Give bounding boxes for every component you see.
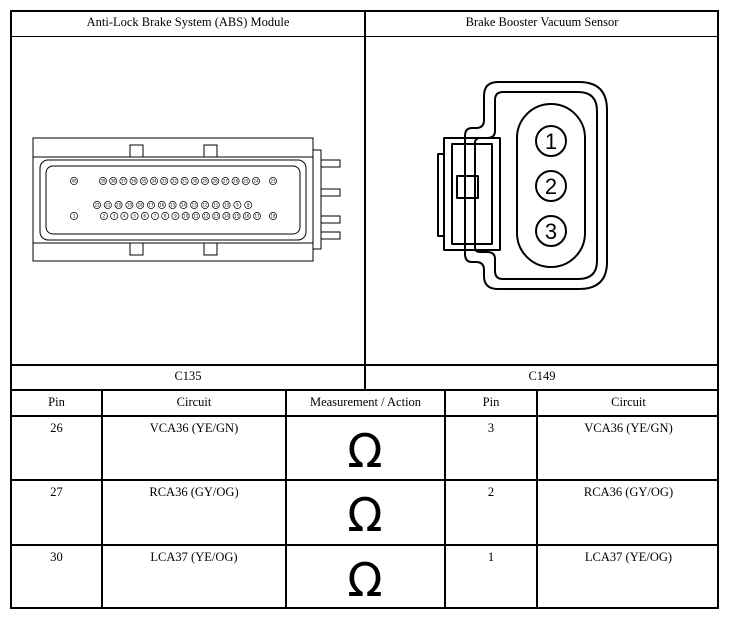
abs-pin-bot-1-label: 2 xyxy=(102,213,106,219)
abs-pin-top-10-label: 30 xyxy=(192,178,198,184)
abs-pin-top-6-label: 34 xyxy=(151,178,157,184)
table-row-3-circuit-2: LCA37 (YE/OG) xyxy=(584,550,673,564)
abs-pin-top-5-label: 35 xyxy=(141,178,147,184)
abs-pin-bot-9-label: 10 xyxy=(183,213,189,219)
vacuum-sensor-title: Brake Booster Vacuum Sensor xyxy=(465,15,619,29)
col-header-circuit: Circuit xyxy=(176,395,212,409)
abs-pin-bot-14-label: 15 xyxy=(234,213,240,219)
abs-pin-top-15-label: 25 xyxy=(243,178,249,184)
col-header-pin: Pin xyxy=(48,395,65,409)
abs-pin-bot-6-label: 7 xyxy=(153,213,157,219)
sensor-pin-group xyxy=(536,126,566,246)
table-row-1-circuit: VCA36 (YE/GN) xyxy=(149,421,239,435)
abs-pin-top-1-label: 39 xyxy=(100,178,106,184)
abs-pin-mid-14-label: 8 xyxy=(246,202,250,208)
abs-pin-bot-4-label: 5 xyxy=(133,213,136,219)
table-row-3-pin-2: 1 xyxy=(487,550,495,564)
abs-pin-top-8-label: 32 xyxy=(171,178,177,184)
col-header-measurement: Measurement / Action xyxy=(309,395,422,409)
ohm-icon: Ω xyxy=(347,553,383,607)
abs-pin-top-17-label: 23 xyxy=(270,178,276,184)
ohm-icon: Ω xyxy=(347,424,383,478)
sensor-pin-3-label: 3 xyxy=(544,219,558,244)
abs-pin-mid-8-label: 14 xyxy=(180,202,186,208)
abs-pin-bot-17-label: 18 xyxy=(270,213,276,219)
table-row-3-pin: 30 xyxy=(50,550,63,564)
abs-pin-top-2-label: 38 xyxy=(110,178,116,184)
sensor-pin-2-label: 2 xyxy=(544,174,558,199)
table-row-2-pin-2: 2 xyxy=(487,485,495,499)
abs-pin-mid-2-label: 20 xyxy=(116,202,122,208)
abs-pin-mid-12-label: 10 xyxy=(224,202,230,208)
abs-pin-top-4-label: 36 xyxy=(131,178,137,184)
abs-pin-mid-11-label: 11 xyxy=(213,202,219,208)
sensor-connector-id: C149 xyxy=(528,369,556,383)
abs-pin-top-12-label: 28 xyxy=(212,178,218,184)
abs-pin-top-16-label: 24 xyxy=(253,178,259,184)
abs-pin-bot-12-label: 13 xyxy=(213,213,219,219)
col-header-circuit-2: Circuit xyxy=(611,395,646,409)
abs-pin-mid-7-label: 15 xyxy=(170,202,176,208)
abs-pin-top-7-label: 33 xyxy=(161,178,167,184)
abs-pin-mid-13-label: 9 xyxy=(236,202,239,208)
abs-pin-bot-8-label: 9 xyxy=(174,213,177,219)
table-row-1-pin: 26 xyxy=(50,421,63,435)
abs-pin-bot-7-label: 8 xyxy=(163,213,167,219)
abs-pin-top-14-label: 26 xyxy=(233,178,239,184)
abs-pin-mid-3-label: 19 xyxy=(126,202,132,208)
abs-pin-mid-5-label: 17 xyxy=(148,202,154,208)
abs-pin-top-0-label: 40 xyxy=(71,178,77,184)
table-row-3-circuit: LCA37 (YE/OG) xyxy=(150,550,238,564)
abs-pin-top-3-label: 37 xyxy=(120,178,126,184)
abs-pin-bot-15-label: 16 xyxy=(244,213,250,219)
col-header-pin-2: Pin xyxy=(482,395,500,409)
abs-module-title: Anti-Lock Brake System (ABS) Module xyxy=(86,15,290,29)
abs-pin-bot-5-label: 6 xyxy=(143,213,147,219)
table-row-2-circuit-2: RCA36 (GY/OG) xyxy=(583,485,674,499)
ohm-icon: Ω xyxy=(347,488,383,542)
abs-pin-bot-2-label: 3 xyxy=(112,213,116,219)
sensor-pin-1-label: 1 xyxy=(544,129,558,154)
abs-pin-bot-11-label: 12 xyxy=(203,213,209,219)
abs-pin-bot-13-label: 14 xyxy=(223,213,229,219)
table-row-1-circuit-2: VCA36 (YE/GN) xyxy=(584,421,673,435)
abs-pin-mid-6-label: 16 xyxy=(159,202,165,208)
abs-pin-bot-0-label: 1 xyxy=(72,213,76,219)
abs-connector-id: C135 xyxy=(174,369,202,383)
abs-pin-mid-1-label: 21 xyxy=(105,202,111,208)
abs-pin-mid-0-label: 22 xyxy=(94,202,100,208)
abs-pin-mid-4-label: 18 xyxy=(137,202,143,208)
abs-pin-mid-10-label: 12 xyxy=(202,202,208,208)
abs-pin-bot-3-label: 4 xyxy=(123,213,126,219)
table-row-2-pin: 27 xyxy=(50,485,63,499)
table-row-1-pin-2: 3 xyxy=(487,421,495,435)
abs-pin-top-13-label: 27 xyxy=(222,178,228,184)
abs-pin-bot-16-label: 17 xyxy=(254,213,260,219)
abs-pin-bot-10-label: 11 xyxy=(193,213,199,219)
abs-pin-top-9-label: 31 xyxy=(182,178,188,184)
abs-pin-mid-9-label: 13 xyxy=(191,202,197,208)
table-row-2-circuit: RCA36 (GY/OG) xyxy=(149,485,239,499)
abs-pin-top-11-label: 29 xyxy=(202,178,208,184)
